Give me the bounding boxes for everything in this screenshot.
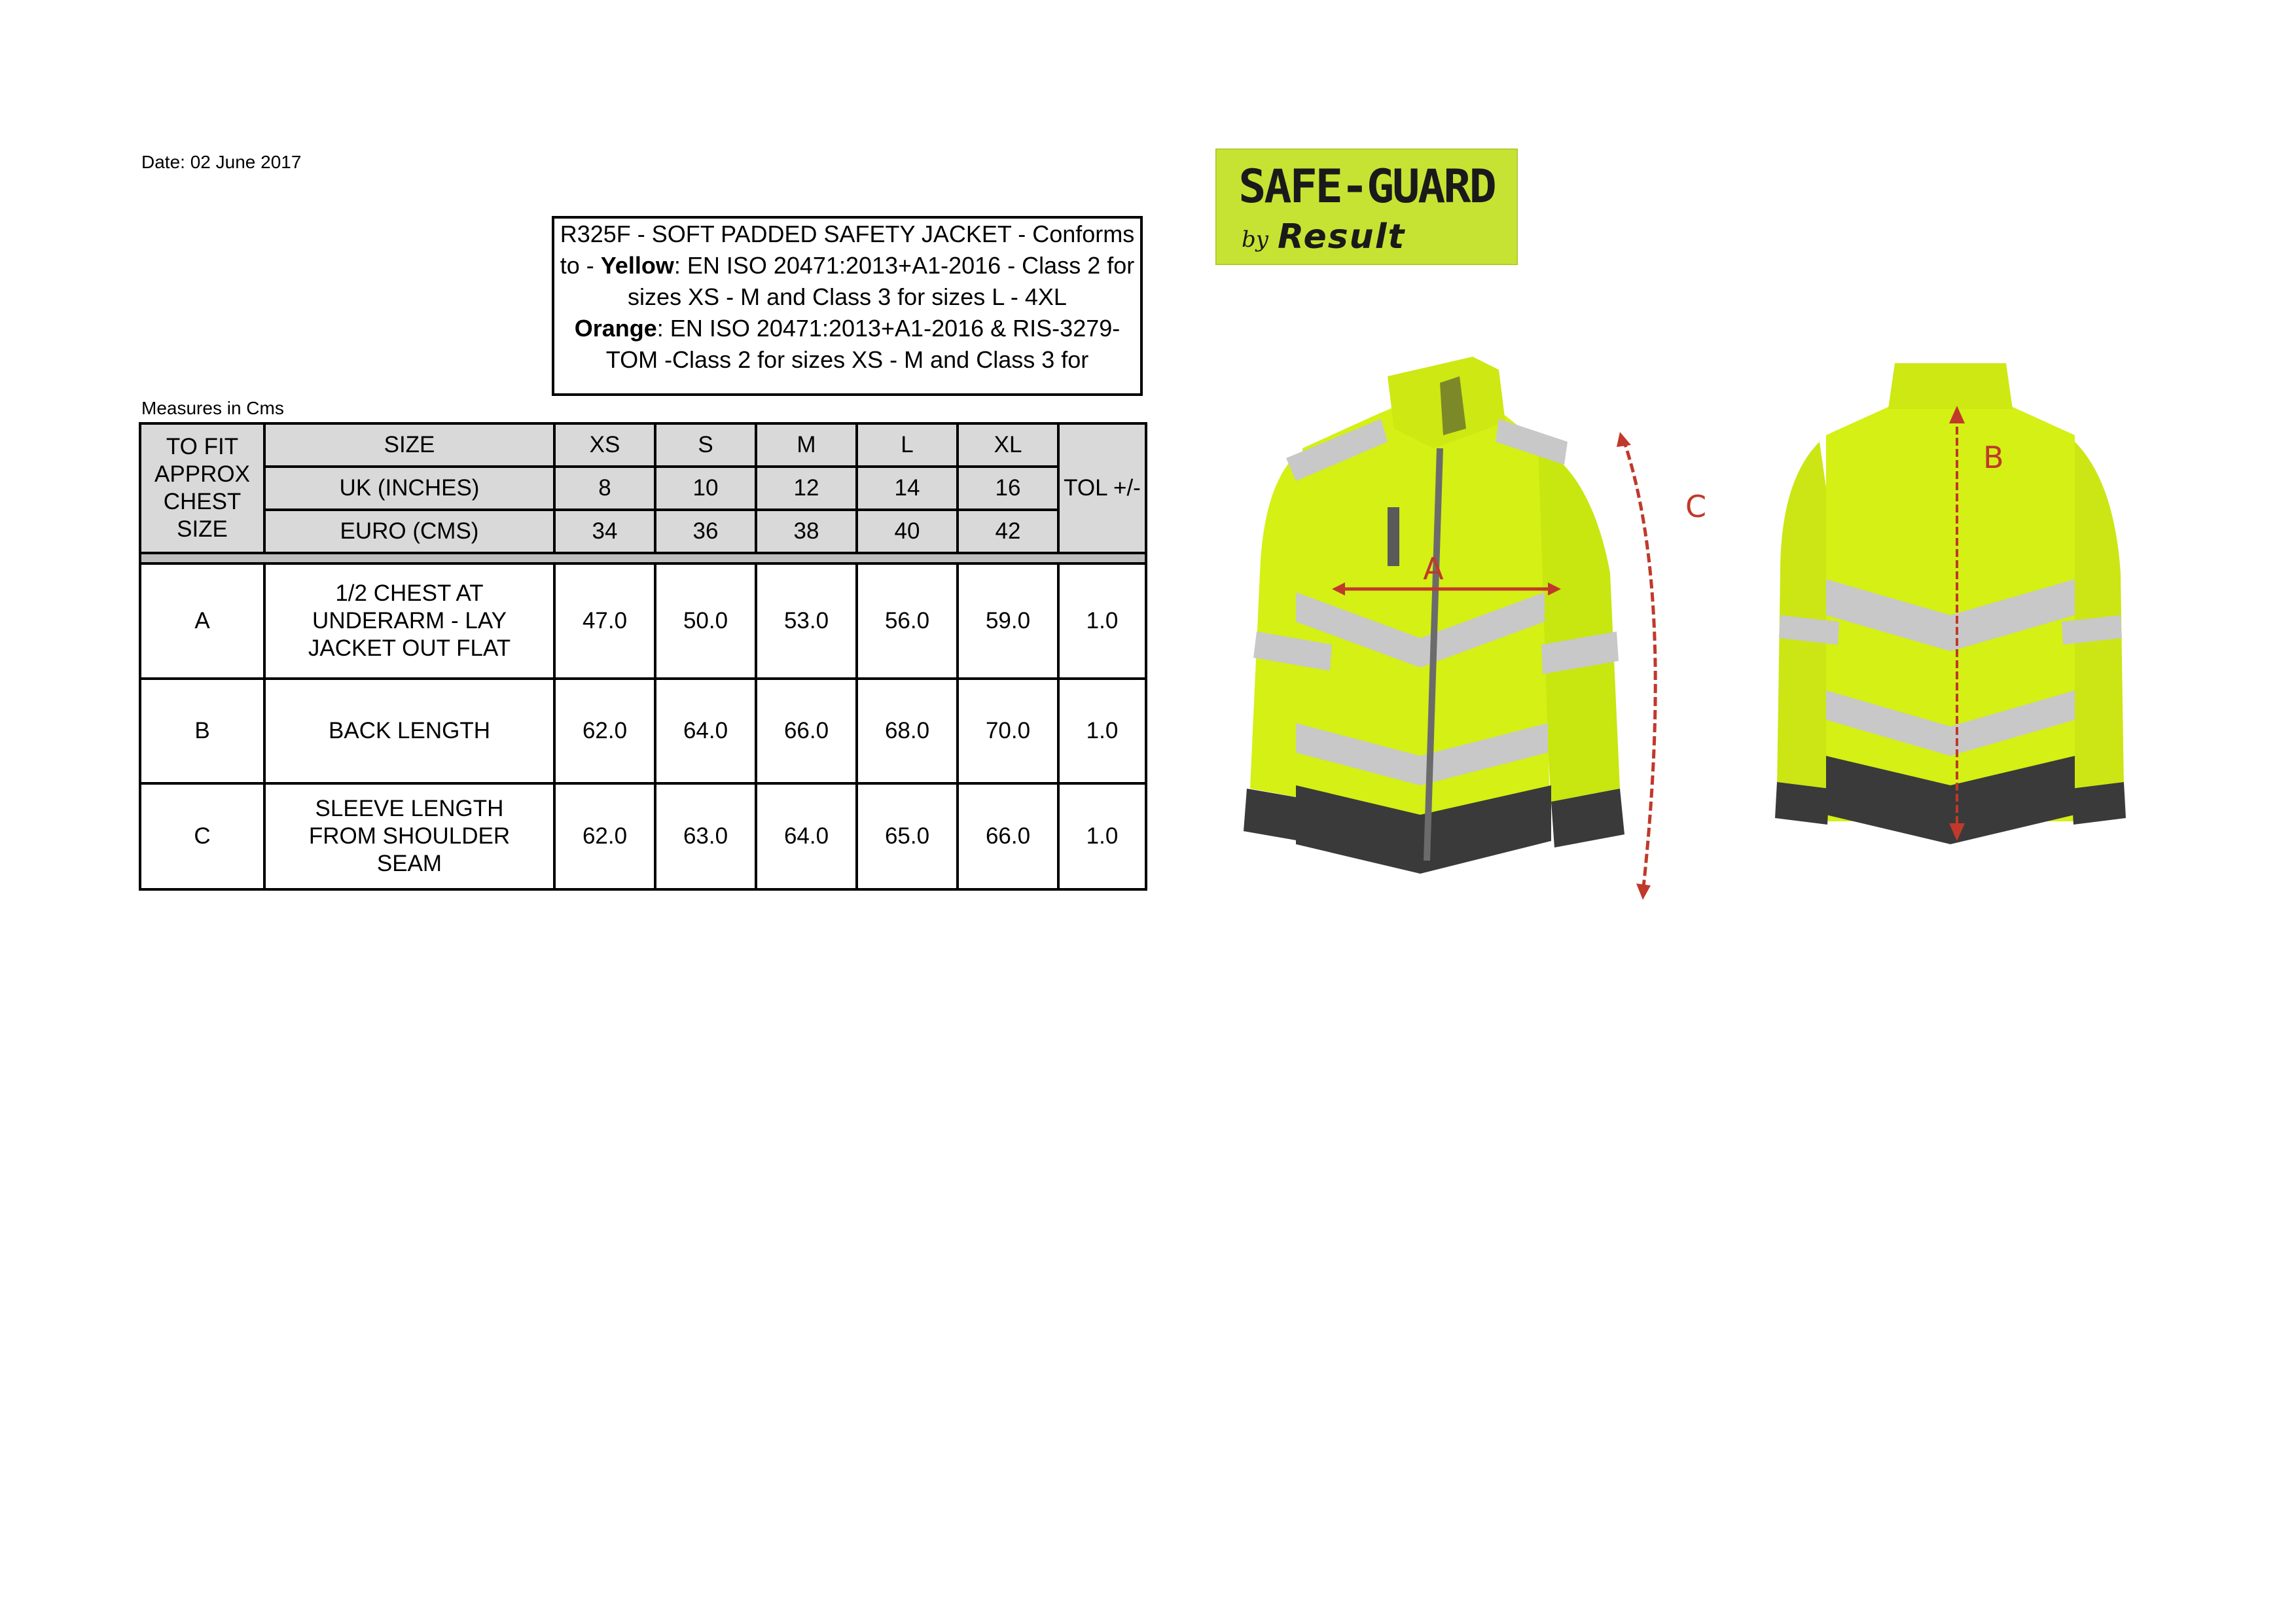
logo-by-text: by [1242,226,1268,253]
size-chart-table [139,422,1147,891]
row-label: BACK LENGTH [264,679,554,783]
uk-label-cell: UK (INCHES) [264,467,554,510]
document-date: Date: 02 June 2017 [141,152,302,172]
euro-cell: 40 [857,510,958,553]
row-value: 50.0 [655,563,756,679]
measures-note: Measures in Cms [141,398,284,418]
uk-cell: 14 [857,467,958,510]
table-row [140,563,1146,679]
uk-cell: 16 [958,467,1058,510]
euro-cell: 42 [958,510,1058,553]
size-cell: S [655,423,756,467]
euro-cell: 36 [655,510,756,553]
jacket-front-illustration [1224,357,1721,906]
size-cell: L [857,423,958,467]
row-value: 66.0 [958,783,1058,889]
row-value: 62.0 [554,679,655,783]
safe-guard-logo [1215,149,1518,265]
jacket-back-illustration [1767,363,2134,854]
row-value: 59.0 [958,563,1058,679]
euro-cell: 38 [756,510,857,553]
euro-label-cell: EURO (CMS) [264,510,554,553]
uk-cell: 10 [655,467,756,510]
row-code: C [140,783,264,889]
row-tol: 1.0 [1058,783,1146,889]
fit-label-cell: TO FIT APPROX CHEST SIZE [140,423,264,553]
size-cell: XS [554,423,655,467]
back-collar [1888,363,2013,409]
size-cell: XL [958,423,1058,467]
row-tol: 1.0 [1058,679,1146,783]
measure-c-line [1623,438,1655,893]
tol-label-cell: TOL +/- [1058,423,1146,553]
row-value: 53.0 [756,563,857,679]
header-separator [140,553,1146,563]
header-row-uk [140,467,1146,510]
row-value: 47.0 [554,563,655,679]
uk-cell: 8 [554,467,655,510]
header-row-size [140,423,1146,467]
logo-brand-text: SAFE-GUARD [1238,160,1495,213]
desc-orange-text: : EN ISO 20471:2013+A1-2016 & RIS-3279-TOM -Class 2 for sizes XS - M and Class 3 for [605,315,1121,373]
row-label: 1/2 CHEST AT UNDERARM - LAY JACKET OUT FLAT [264,563,554,679]
desc-orange-label: Orange [574,315,657,342]
measure-a-label: A [1423,551,1444,586]
desc-yellow-text: : EN ISO 20471:2013+A1-2016 - Class 2 for sizes XS - M and Class 3 for sizes L - 4XL [628,252,1135,310]
separator-cell [140,553,1146,563]
product-description [552,216,1143,396]
row-value: 65.0 [857,783,958,889]
table-row [140,783,1146,889]
logo-result-text: Result [1278,217,1406,257]
table-row [140,679,1146,783]
row-tol: 1.0 [1058,563,1146,679]
row-value: 64.0 [655,679,756,783]
row-value: 64.0 [756,783,857,889]
row-value: 70.0 [958,679,1058,783]
row-value: 66.0 [756,679,857,783]
row-code: A [140,563,264,679]
row-value: 63.0 [655,783,756,889]
desc-line1: R325F - SOFT PADDED SAFETY JACKET - Conforms to - [560,221,1135,279]
row-value: 68.0 [857,679,958,783]
measure-c-label: C [1685,489,1707,524]
euro-cell: 34 [554,510,655,553]
row-value: 56.0 [857,563,958,679]
row-value: 62.0 [554,783,655,889]
header-row-euro [140,510,1146,553]
row-code: B [140,679,264,783]
measure-b-label: B [1983,440,2004,475]
size-label-cell: SIZE [264,423,554,467]
desc-yellow-label: Yellow [600,252,674,279]
uk-cell: 12 [756,467,857,510]
size-cell: M [756,423,857,467]
row-label: SLEEVE LENGTH FROM SHOULDER SEAM [264,783,554,889]
